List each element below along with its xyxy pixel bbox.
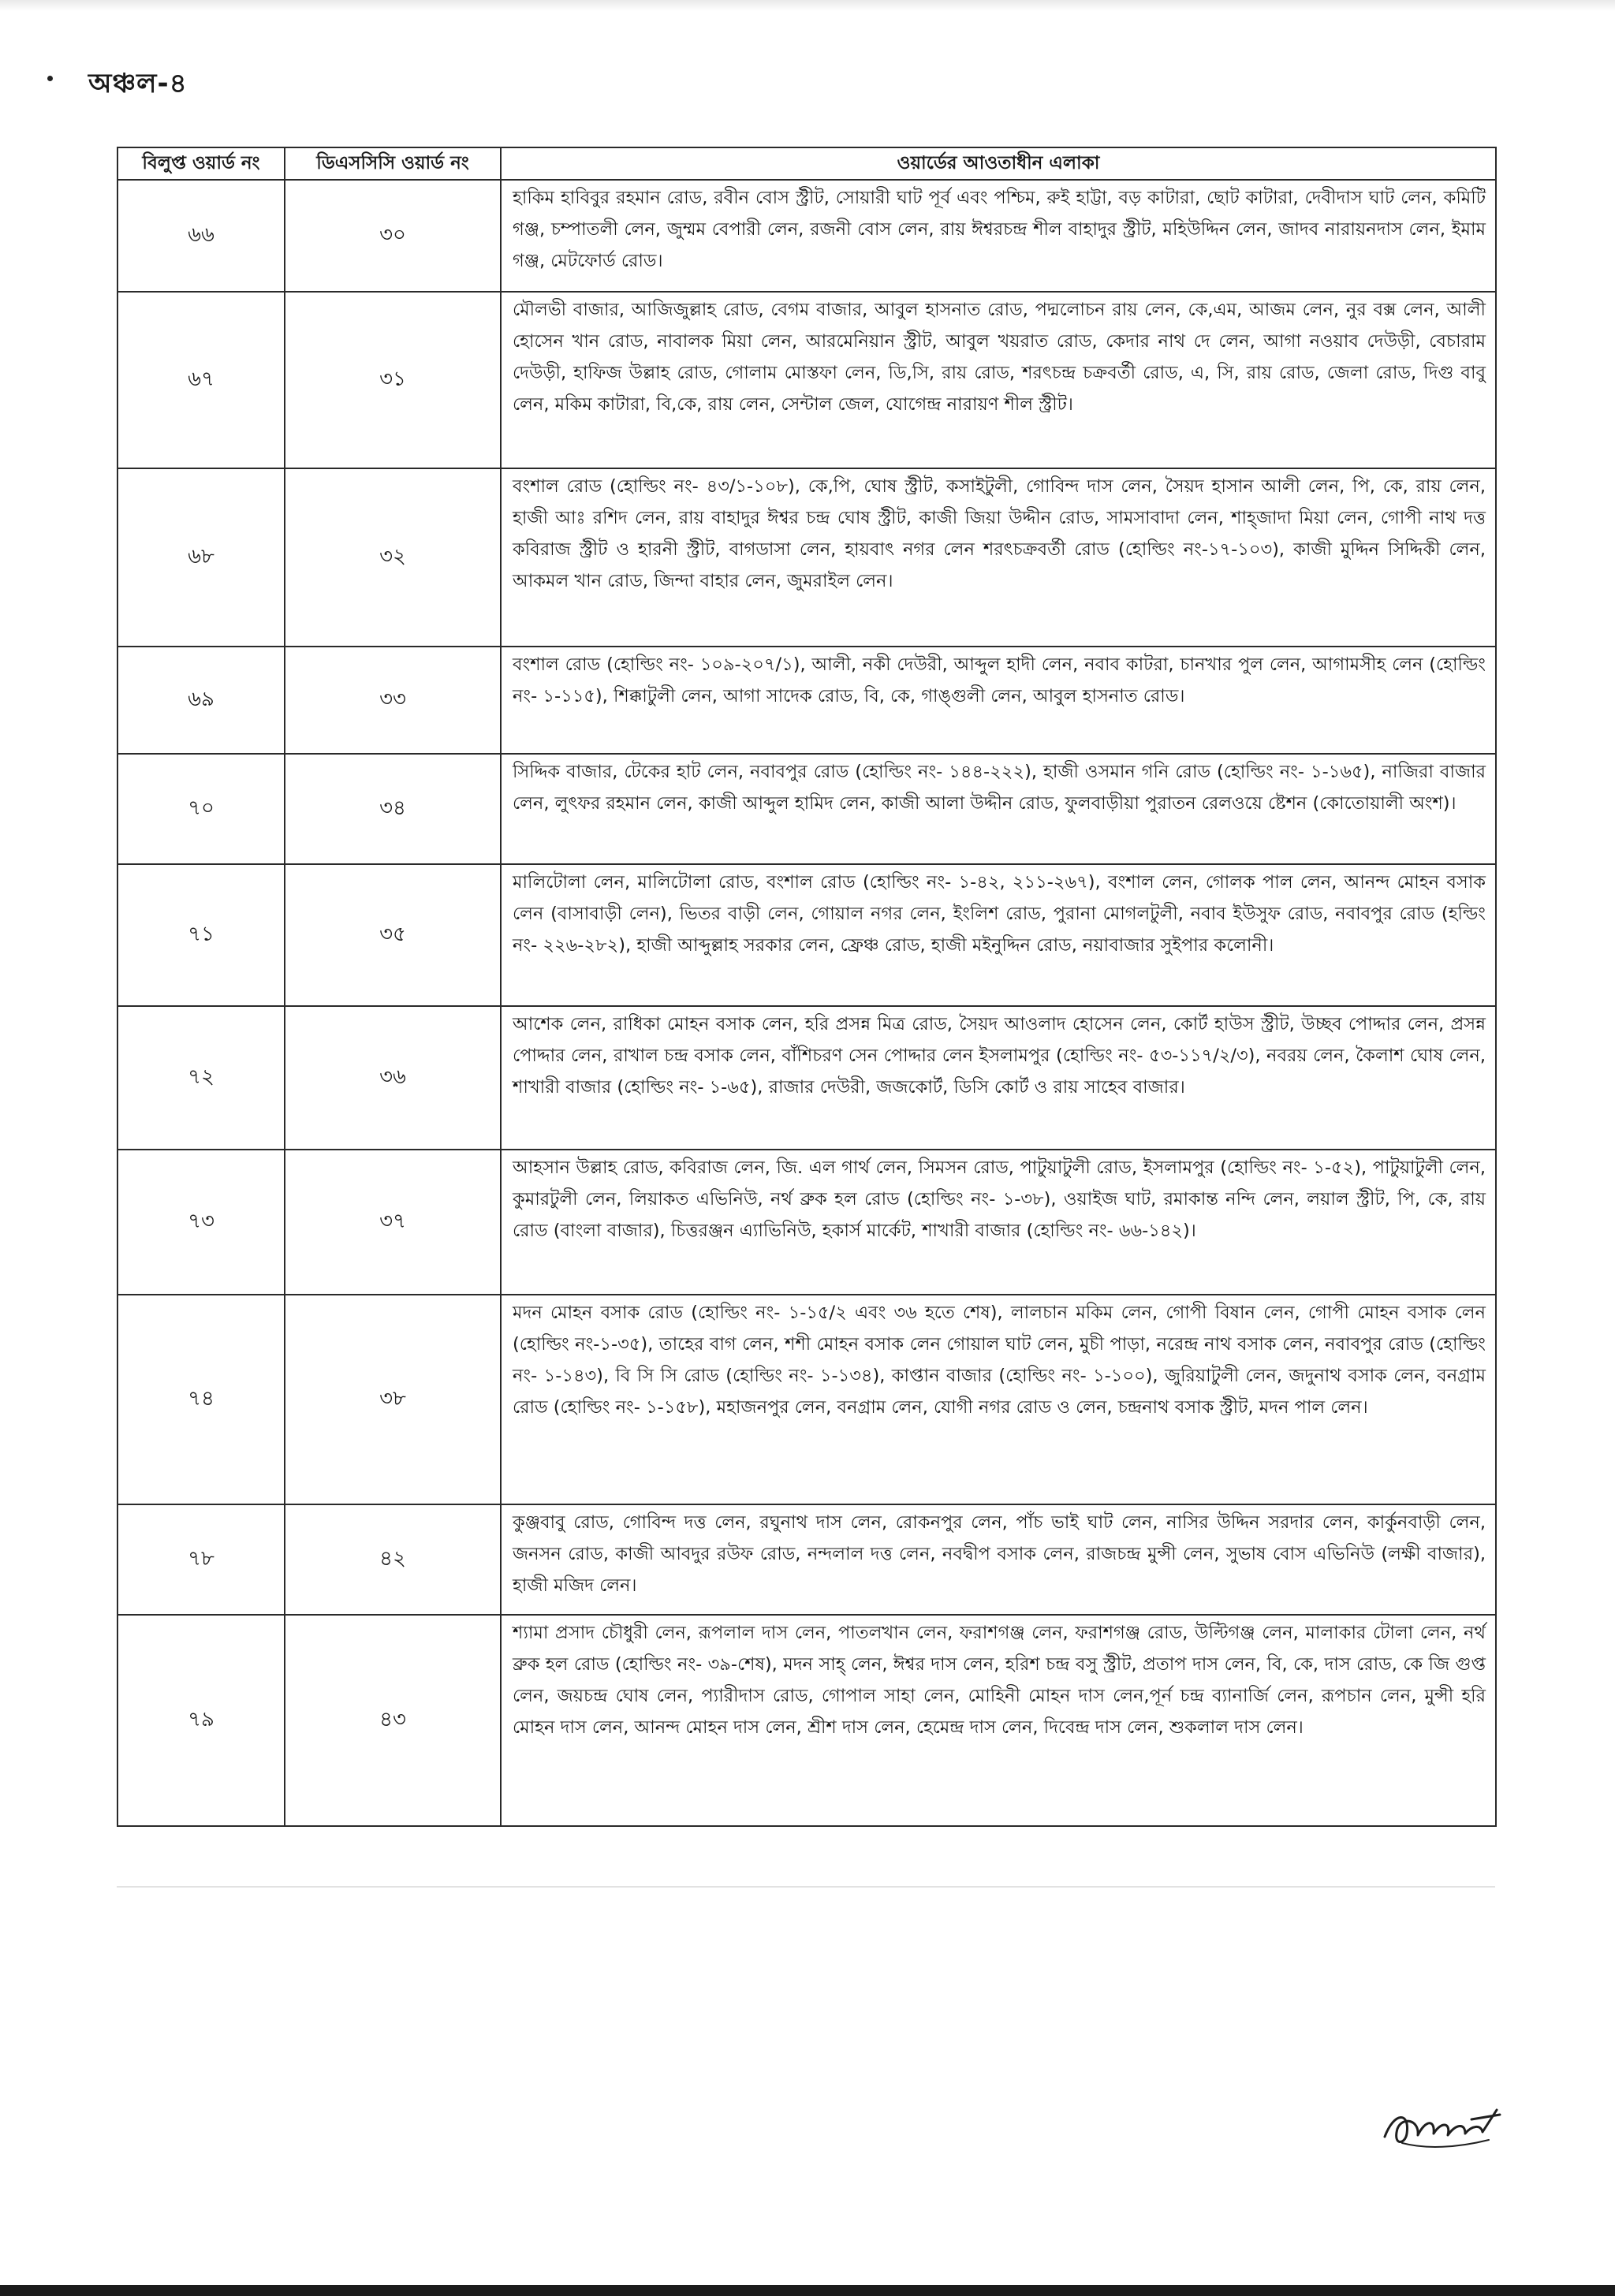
- ward-area-table: [117, 147, 1497, 1827]
- table-row: [117, 468, 1496, 647]
- ward-areas: শ্যামা প্রসাদ চৌধুরী লেন, রূপলাল দাস লেন, পাতলখান লেন, ফরাশগঞ্জ লেন, ফরাশগঞ্জ রোড, উল্টিগঞ্জ লেন, মালাকার টোলা লেন, নর্থ ব্রুক হল রোড (হোল্ডিং নং- ৩৯-শেষ), মদন সাহ্ লেন, ঈশ্বর দাস লেন, হরিশ চন্দ্র বসু স্ট্রীট, প্রতাপ দাস লেন, বি, কে, দাস রোড, কে জি গুপ্ত লেন, জয়চন্দ্র ঘোষ লেন, প্যারীদাস রোড, গোপাল সাহা লেন, মোহিনী মোহন দাস লেন,পূর্ন চন্দ্র ব্যানার্জি লেন, রূপচান লেন, মুন্সী হরি মোহন দাস লেন, আনন্দ মোহন দাস লেন, শ্রীশ দাস লেন, হেমেন্দ্র দাস লেন, দিবেন্দ্র দাস লেন, শুকলাল দাস লেন।: [501, 1615, 1496, 1826]
- old-ward-number: ৭৪: [117, 1295, 285, 1504]
- table-row: [117, 754, 1496, 864]
- ward-areas: আশেক লেন, রাধিকা মোহন বসাক লেন, হরি প্রসন্ন মিত্র রোড, সৈয়দ আওলাদ হোসেন লেন, কোর্ট হাউস স্ট্রীট, উচ্ছব পোদ্দার লেন, প্রসন্ন পোদ্দার লেন, রাখাল চন্দ্র বসাক লেন, বাঁশিচরণ সেন পোদ্দার লেন ইসলামপুর (হোল্ডিং নং- ৫৩-১১৭/২/৩), নবরয় লেন, কৈলাশ ঘোষ লেন, শাখারী বাজার (হোল্ডিং নং- ১-৬৫), রাজার দেউরী, জজকোর্ট, ডিসি কোর্ট ও রায় সাহেব বাজার।: [501, 1006, 1496, 1150]
- signature-mark: [1378, 2088, 1505, 2159]
- ward-areas: আহসান উল্লাহ রোড, কবিরাজ লেন, জি. এল গার্থ লেন, সিমসন রোড, পাটুয়াটুলী রোড, ইসলামপুর (হোল্ডিং নং- ১-৫২), পাটুয়াটুলী লেন, কুমারটুলী লেন, লিয়াকত এভিনিউ, নর্থ ব্রুক হল রোড (হোল্ডিং নং- ১-৩৮), ওয়াইজ ঘাট, রমাকান্ত নন্দি লেন, লয়াল স্ট্রীট, পি, কে, রায় রোড (বাংলা বাজার), চিত্তরঞ্জন এ্যাভিনিউ, হকার্স মার্কেট, শাখারী বাজার (হোল্ডিং নং- ৬৬-১৪২)।: [501, 1150, 1496, 1295]
- table-row: [117, 292, 1496, 468]
- ward-areas: বংশাল রোড (হোল্ডিং নং- ১০৯-২০৭/১), আলী, নকী দেউরী, আব্দুল হাদী লেন, নবাব কাটরা, চানখার পুল লেন, আগামসীহ লেন (হোল্ডিং নং- ১-১১৫), শিক্কাটুলী লেন, আগা সাদেক রোড, বি, কে, গাঙ্গুলী লেন, আবুল হাসনাত রোড।: [501, 647, 1496, 754]
- old-ward-number: ৭২: [117, 1006, 285, 1150]
- old-ward-number: ৬৮: [117, 468, 285, 647]
- ward-areas: মদন মোহন বসাক রোড (হোল্ডিং নং- ১-১৫/২ এবং ৩৬ হতে শেষ), লালচান মকিম লেন, গোপী বিষান লেন, গোপী মোহন বসাক লেন (হোল্ডিং নং-১-৩৫), তাহের বাগ লেন, শশী মোহন বসাক লেন গোয়াল ঘাট লেন, মুচী পাড়া, নরেন্দ্র নাথ বসাক লেন, নবাবপুর রোড (হোল্ডিং নং- ১-১৪৩), বি সি সি রোড (হোল্ডিং নং- ১-১৩৪), কাপ্তান বাজার (হোল্ডিং নং- ১-১০০), জুরিয়াটুলী লেন, জদুনাথ বসাক লেন, বনগ্রাম রোড (হোল্ডিং নং- ১-১৫৮), মহাজনপুর লেন, বনগ্রাম লেন, যোগী নগর রোড ও লেন, চন্দ্রনাথ বসাক স্ট্রীট, মদন পাল লেন।: [501, 1295, 1496, 1504]
- header-old-ward: বিলুপ্ত ওয়ার্ড নং: [117, 147, 285, 180]
- table-row: [117, 1295, 1496, 1504]
- dscc-ward-number: ৩১: [285, 292, 501, 468]
- page-bottom-edge: [0, 2285, 1615, 2296]
- table-row: [117, 1006, 1496, 1150]
- old-ward-number: ৭১: [117, 864, 285, 1006]
- table-row: [117, 1150, 1496, 1295]
- page-top-edge: [0, 0, 1615, 11]
- old-ward-number: ৬৬: [117, 180, 285, 292]
- table-row: [117, 1615, 1496, 1826]
- old-ward-number: ৭৯: [117, 1615, 285, 1826]
- bullet-mark: [47, 76, 53, 81]
- dscc-ward-number: ৩৩: [285, 647, 501, 754]
- old-ward-number: ৭০: [117, 754, 285, 864]
- dscc-ward-number: ৩৪: [285, 754, 501, 864]
- old-ward-number: ৭৮: [117, 1504, 285, 1615]
- dscc-ward-number: ৪২: [285, 1504, 501, 1615]
- table-row: [117, 1504, 1496, 1615]
- dscc-ward-number: ৩২: [285, 468, 501, 647]
- old-ward-number: ৬৯: [117, 647, 285, 754]
- ward-areas: হাকিম হাবিবুর রহমান রোড, রবীন বোস স্ট্রীট, সোয়ারী ঘাট পূর্ব এবং পশ্চিম, রুই হাট্টা, বড় কাটারা, ছোট কাটারা, দেবীদাস ঘাট লেন, কমিটি গঞ্জ, চম্পাতলী লেন, জুম্মম বেপারী লেন, রজনী বোস লেন, রায় ঈশ্বরচন্দ্র শীল বাহাদুর স্ট্রীট, মহিউদ্দিন লেন, জাদব নারায়নদাস লেন, ইমাম গঞ্জ, মেটফোর্ড রোড।: [501, 180, 1496, 292]
- dscc-ward-number: ৪৩: [285, 1615, 501, 1826]
- old-ward-number: ৭৩: [117, 1150, 285, 1295]
- ward-areas: বংশাল রোড (হোল্ডিং নং- ৪৩/১-১০৮), কে,পি, ঘোষ স্ট্রীট, কসাইটুলী, গোবিন্দ দাস লেন, সৈয়দ হাসান আলী লেন, পি, কে, রায় লেন, হাজী আঃ রশিদ লেন, রায় বাহাদুর ঈশ্বর চন্দ্র ঘোষ স্ট্রীট, কাজী জিয়া উদ্দীন রোড, সামসাবাদা লেন, শাহ্‌জাদা মিয়া লেন, গোপী নাথ দত্ত কবিরাজ স্ট্রীট ও হারনী স্ট্রীট, বাগডাসা লেন, হায়বাৎ নগর লেন শরৎচক্রবর্তী রোড (হোল্ডিং নং-১৭-১০৩), কাজী মুদ্দিন সিদ্দিকী লেন, আকমল খান রোড, জিন্দা বাহার লেন, জুমরাইল লেন।: [501, 468, 1496, 647]
- old-ward-number: ৬৭: [117, 292, 285, 468]
- header-dscc-ward: ডিএসসিসি ওয়ার্ড নং: [285, 147, 501, 180]
- table-header-row: [117, 147, 1496, 180]
- ward-areas: মৌলভী বাজার, আজিজুল্লাহ রোড, বেগম বাজার, আবুল হাসনাত রোড, পদ্মলোচন রায় লেন, কে,এম, আজম লেন, নুর বক্স লেন, আলী হোসেন খান রোড, নাবালক মিয়া লেন, আরমেনিয়ান স্ট্রীট, আবুল খয়রাত রোড, কেদার নাথ দে লেন, আগা নওয়াব দেউড়ী, বেচারাম দেউড়ী, হাফিজ উল্লাহ রোড, গোলাম মোস্তফা লেন, ডি,সি, রায় রোড, শরৎচন্দ্র চক্রবর্তী রোড, এ, সি, রায় রোড, জেলা রোড, দিগু বাবু লেন, মকিম কাটারা, বি,কে, রায় লেন, সেন্টাল জেল, যোগেন্দ্র নারায়ণ শীল স্ট্রীট।: [501, 292, 1496, 468]
- dscc-ward-number: ৩০: [285, 180, 501, 292]
- dscc-ward-number: ৩৬: [285, 1006, 501, 1150]
- table-row: [117, 647, 1496, 754]
- table-row: [117, 864, 1496, 1006]
- page-divider: [117, 1886, 1495, 1888]
- dscc-ward-number: ৩৮: [285, 1295, 501, 1504]
- dscc-ward-number: ৩৫: [285, 864, 501, 1006]
- ward-areas: সিদ্দিক বাজার, টেকের হাট লেন, নবাবপুর রোড (হোল্ডিং নং- ১৪৪-২২২), হাজী ওসমান গনি রোড (হোল্ডিং নং- ১-১৬৫), নাজিরা বাজার লেন, লুৎফর রহমান লেন, কাজী আব্দুল হামিদ লেন, কাজী আলা উদ্দীন রোড, ফুলবাড়ীয়া পুরাতন রেলওয়ে ষ্টেশন (কোতোয়ালী অংশ)।: [501, 754, 1496, 864]
- zone-title: অঞ্চল-৪: [88, 68, 188, 99]
- table-row: [117, 180, 1496, 292]
- ward-areas: কুঞ্জবাবু রোড, গোবিন্দ দত্ত লেন, রঘুনাথ দাস লেন, রোকনপুর লেন, পাঁচ ভাই ঘাট লেন, নাসির উদ্দিন সরদার লেন, কার্কুনবাড়ী লেন, জনসন রোড, কাজী আবদুর রউফ রোড, নন্দলাল দত্ত লেন, নবদ্বীপ বসাক লেন, রাজচন্দ্র মুন্সী লেন, সুভাষ বোস এভিনিউ (লক্ষী বাজার), হাজী মজিদ লেন।: [501, 1504, 1496, 1615]
- dscc-ward-number: ৩৭: [285, 1150, 501, 1295]
- ward-areas: মালিটোলা লেন, মালিটোলা রোড, বংশাল রোড (হোল্ডিং নং- ১-৪২, ২১১-২৬৭), বংশাল লেন, গোলক পাল লেন, আনন্দ মোহন বসাক লেন (বাসাবাড়ী লেন), ভিতর বাড়ী লেন, গোয়াল নগর লেন, ইংলিশ রোড, পুরানা মোগলটুলী, নবাব ইউসুফ রোড, নবাবপুর রোড (হল্ডিং নং- ২২৬-২৮২), হাজী আব্দুল্লাহ সরকার লেন, ফ্রেঞ্চ রোড, হাজী মইনুদ্দিন রোড, নয়াবাজার সুইপার কলোনী।: [501, 864, 1496, 1006]
- header-areas: ওয়ার্ডের আওতাধীন এলাকা: [501, 147, 1496, 180]
